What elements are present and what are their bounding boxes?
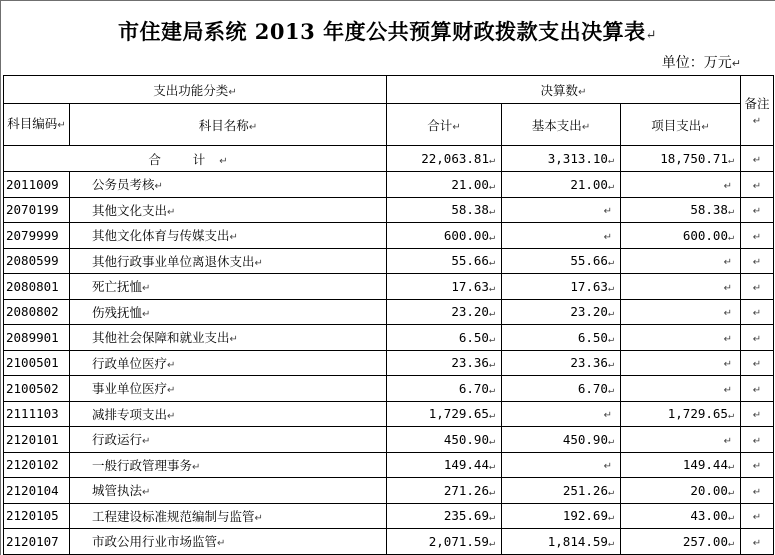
project-cell bbox=[621, 248, 741, 274]
paragraph-mark-icon: ↵ bbox=[607, 257, 614, 269]
total-cell: 271.26↵ bbox=[387, 478, 502, 504]
paragraph-mark-icon: ↵ bbox=[752, 512, 762, 524]
paragraph-mark-icon: ↵ bbox=[488, 257, 495, 269]
basic-cell bbox=[502, 452, 621, 478]
project-cell bbox=[621, 427, 741, 453]
paragraph-mark-icon: ↵ bbox=[752, 410, 762, 422]
total-basic: 3,313.10↵ bbox=[502, 146, 621, 172]
total-label: 合 计↵ bbox=[4, 146, 387, 172]
basic-cell: 251.26↵ bbox=[502, 478, 621, 504]
total-cell: 1,729.65↵ bbox=[387, 401, 502, 427]
total-cell: 6.70↵ bbox=[387, 376, 502, 402]
project-cell: 257.00↵ bbox=[621, 529, 741, 555]
paragraph-mark-icon: ↵ bbox=[645, 28, 657, 43]
paragraph-mark-icon: ↵ bbox=[752, 435, 762, 447]
remark-cell bbox=[741, 274, 774, 300]
total-cell: 6.50↵ bbox=[387, 325, 502, 351]
paragraph-mark-icon: ↵ bbox=[727, 537, 734, 549]
paragraph-mark-icon: ↵ bbox=[607, 308, 614, 320]
paragraph-mark-icon: ↵ bbox=[488, 282, 495, 294]
code-cell: 2120104 bbox=[4, 478, 70, 504]
remark-cell bbox=[741, 401, 774, 427]
table-row bbox=[4, 299, 774, 325]
remark-cell bbox=[741, 299, 774, 325]
name-cell: 其他文化体育与传媒支出↵ bbox=[70, 223, 387, 249]
table-row bbox=[4, 529, 774, 555]
paragraph-mark-icon: ↵ bbox=[57, 120, 66, 131]
project-cell: 149.44↵ bbox=[621, 452, 741, 478]
remark-cell bbox=[741, 197, 774, 223]
basic-cell: 17.63↵ bbox=[502, 274, 621, 300]
name-cell: 其他行政事业单位离退休支出↵ bbox=[70, 248, 387, 274]
paragraph-mark-icon: ↵ bbox=[607, 333, 614, 345]
paragraph-mark-icon: ↵ bbox=[217, 538, 226, 550]
code-cell: 2120101 bbox=[4, 427, 70, 453]
header-name: 科目名称↵ bbox=[70, 104, 387, 146]
basic-cell: 192.69↵ bbox=[502, 503, 621, 529]
total-cell: 21.00↵ bbox=[387, 172, 502, 198]
remark-cell bbox=[741, 503, 774, 529]
name-cell: 工程建设标准规范编制与监管↵ bbox=[70, 503, 387, 529]
total-project: 18,750.71↵ bbox=[621, 146, 741, 172]
paragraph-mark-icon: ↵ bbox=[452, 121, 461, 133]
table-row bbox=[4, 197, 774, 223]
code-cell: 2100502 bbox=[4, 376, 70, 402]
name-cell: 减排专项支出↵ bbox=[70, 401, 387, 427]
table-row bbox=[4, 248, 774, 274]
paragraph-mark-icon: ↵ bbox=[752, 116, 762, 127]
table-row bbox=[4, 172, 774, 198]
paragraph-mark-icon: ↵ bbox=[727, 231, 734, 243]
name-cell: 事业单位医疗↵ bbox=[70, 376, 387, 402]
paragraph-mark-icon: ↵ bbox=[727, 155, 734, 166]
code-cell: 2120107 bbox=[4, 529, 70, 555]
paragraph-mark-icon: ↵ bbox=[578, 86, 587, 98]
paragraph-mark-icon: ↵ bbox=[581, 121, 591, 133]
code-cell: 2120102 bbox=[4, 452, 70, 478]
name-cell: 行政运行↵ bbox=[70, 427, 387, 453]
paragraph-mark-icon: ↵ bbox=[752, 206, 762, 218]
total-total: 22,063.81↵ bbox=[387, 146, 502, 172]
paragraph-mark-icon: ↵ bbox=[488, 384, 495, 396]
project-cell bbox=[621, 350, 741, 376]
total-cell: 58.38↵ bbox=[387, 197, 502, 223]
table-row bbox=[4, 274, 774, 300]
project-cell bbox=[621, 325, 741, 351]
paragraph-mark-icon: ↵ bbox=[607, 537, 614, 549]
basic-cell: 450.90↵ bbox=[502, 427, 621, 453]
paragraph-mark-icon: ↵ bbox=[752, 333, 762, 345]
paragraph-mark-icon: ↵ bbox=[723, 435, 732, 447]
name-cell: 市政公用行业市场监管↵ bbox=[70, 529, 387, 555]
page-border-top bbox=[0, 0, 775, 1]
header-final-accounts: 决算数↵ bbox=[387, 76, 741, 104]
total-cell: 149.44↵ bbox=[387, 452, 502, 478]
paragraph-mark-icon: ↵ bbox=[142, 308, 151, 320]
paragraph-mark-icon: ↵ bbox=[752, 486, 762, 498]
paragraph-mark-icon: ↵ bbox=[603, 410, 612, 422]
code-cell: 2011009 bbox=[4, 172, 70, 198]
header-row-2 bbox=[4, 104, 774, 146]
paragraph-mark-icon: ↵ bbox=[723, 257, 732, 269]
paragraph-mark-icon: ↵ bbox=[752, 384, 762, 396]
unit-label: 单位：万元↵ bbox=[661, 55, 741, 71]
total-cell: 2,071.59↵ bbox=[387, 529, 502, 555]
paragraph-mark-icon: ↵ bbox=[723, 282, 732, 294]
basic-cell: 6.70↵ bbox=[502, 376, 621, 402]
remark-cell bbox=[741, 223, 774, 249]
paragraph-mark-icon: ↵ bbox=[488, 155, 495, 166]
paragraph-mark-icon: ↵ bbox=[488, 512, 495, 524]
basic-cell: 1,814.59↵ bbox=[502, 529, 621, 555]
paragraph-mark-icon: ↵ bbox=[488, 435, 495, 447]
code-cell: 2080801 bbox=[4, 274, 70, 300]
paragraph-mark-icon: ↵ bbox=[607, 512, 614, 524]
project-cell bbox=[621, 172, 741, 198]
total-remark bbox=[741, 146, 774, 172]
paragraph-mark-icon: ↵ bbox=[142, 487, 151, 499]
paragraph-mark-icon: ↵ bbox=[727, 512, 734, 524]
paragraph-mark-icon: ↵ bbox=[723, 333, 732, 345]
project-cell: 20.00↵ bbox=[621, 478, 741, 504]
paragraph-mark-icon: ↵ bbox=[727, 486, 734, 498]
paragraph-mark-icon: ↵ bbox=[488, 537, 495, 549]
paragraph-mark-icon: ↵ bbox=[603, 231, 612, 243]
paragraph-mark-icon: ↵ bbox=[167, 385, 176, 397]
remark-cell bbox=[741, 427, 774, 453]
paragraph-mark-icon: ↵ bbox=[752, 461, 762, 473]
paragraph-mark-icon: ↵ bbox=[254, 257, 263, 269]
paragraph-mark-icon: ↵ bbox=[228, 86, 237, 98]
remark-cell bbox=[741, 248, 774, 274]
remark-cell bbox=[741, 376, 774, 402]
header-total: 合计↵ bbox=[387, 104, 502, 146]
paragraph-mark-icon: ↵ bbox=[607, 180, 614, 192]
paragraph-mark-icon: ↵ bbox=[192, 461, 201, 473]
paragraph-mark-icon: ↵ bbox=[752, 155, 762, 166]
paragraph-mark-icon: ↵ bbox=[488, 333, 495, 345]
code-cell: 2111103 bbox=[4, 401, 70, 427]
paragraph-mark-icon: ↵ bbox=[248, 121, 258, 133]
code-cell: 2100501 bbox=[4, 350, 70, 376]
table-row bbox=[4, 223, 774, 249]
basic-cell: 21.00↵ bbox=[502, 172, 621, 198]
paragraph-mark-icon: ↵ bbox=[229, 334, 238, 346]
table-row bbox=[4, 350, 774, 376]
header-code: 科目编码↵ bbox=[4, 104, 70, 146]
paragraph-mark-icon: ↵ bbox=[752, 180, 762, 192]
total-row bbox=[4, 146, 774, 172]
remark-cell bbox=[741, 350, 774, 376]
total-cell: 55.66↵ bbox=[387, 248, 502, 274]
basic-cell bbox=[502, 223, 621, 249]
table-row bbox=[4, 401, 774, 427]
total-cell: 23.36↵ bbox=[387, 350, 502, 376]
header-basic: 基本支出↵ bbox=[502, 104, 621, 146]
paragraph-mark-icon: ↵ bbox=[701, 121, 710, 133]
paragraph-mark-icon: ↵ bbox=[488, 359, 495, 371]
paragraph-mark-icon: ↵ bbox=[607, 155, 614, 166]
code-cell: 2079999 bbox=[4, 223, 70, 249]
paragraph-mark-icon: ↵ bbox=[488, 410, 495, 422]
paragraph-mark-icon: ↵ bbox=[607, 384, 614, 396]
name-cell: 一般行政管理事务↵ bbox=[70, 452, 387, 478]
paragraph-mark-icon: ↵ bbox=[723, 359, 732, 371]
paragraph-mark-icon: ↵ bbox=[727, 410, 734, 422]
header-functional-class: 支出功能分类↵ bbox=[4, 76, 387, 104]
paragraph-mark-icon: ↵ bbox=[167, 206, 176, 218]
table-title: 市住建局系统 2013 年度公共预算财政拨款支出决算表↵ bbox=[118, 19, 657, 44]
paragraph-mark-icon: ↵ bbox=[167, 359, 176, 371]
project-cell bbox=[621, 274, 741, 300]
basic-cell bbox=[502, 197, 621, 223]
paragraph-mark-icon: ↵ bbox=[488, 231, 495, 243]
paragraph-mark-icon: ↵ bbox=[142, 436, 151, 448]
remark-cell bbox=[741, 325, 774, 351]
paragraph-mark-icon: ↵ bbox=[723, 384, 732, 396]
remark-cell bbox=[741, 529, 774, 555]
paragraph-mark-icon: ↵ bbox=[752, 537, 762, 549]
paragraph-mark-icon: ↵ bbox=[727, 461, 734, 473]
paragraph-mark-icon: ↵ bbox=[488, 180, 495, 192]
project-cell: 43.00↵ bbox=[621, 503, 741, 529]
code-cell: 2080802 bbox=[4, 299, 70, 325]
name-cell: 其他社会保障和就业支出↵ bbox=[70, 325, 387, 351]
remark-cell bbox=[741, 452, 774, 478]
basic-cell: 23.36↵ bbox=[502, 350, 621, 376]
page-border-left bbox=[0, 0, 1, 555]
total-cell: 23.20↵ bbox=[387, 299, 502, 325]
paragraph-mark-icon: ↵ bbox=[607, 486, 614, 498]
basic-cell: 6.50↵ bbox=[502, 325, 621, 351]
paragraph-mark-icon: ↵ bbox=[229, 232, 238, 244]
paragraph-mark-icon: ↵ bbox=[607, 435, 614, 447]
paragraph-mark-icon: ↵ bbox=[603, 461, 612, 473]
paragraph-mark-icon: ↵ bbox=[488, 308, 495, 320]
table-row bbox=[4, 503, 774, 529]
paragraph-mark-icon: ↵ bbox=[752, 231, 762, 243]
paragraph-mark-icon: ↵ bbox=[488, 206, 495, 218]
total-cell: 450.90↵ bbox=[387, 427, 502, 453]
name-cell: 伤残抚恤↵ bbox=[70, 299, 387, 325]
name-cell: 死亡抚恤↵ bbox=[70, 274, 387, 300]
total-cell: 235.69↵ bbox=[387, 503, 502, 529]
project-cell bbox=[621, 299, 741, 325]
basic-cell: 55.66↵ bbox=[502, 248, 621, 274]
table-row bbox=[4, 325, 774, 351]
paragraph-mark-icon: ↵ bbox=[167, 410, 176, 422]
paragraph-mark-icon: ↵ bbox=[488, 486, 495, 498]
paragraph-mark-icon: ↵ bbox=[488, 461, 495, 473]
paragraph-mark-icon: ↵ bbox=[607, 282, 614, 294]
total-cell: 17.63↵ bbox=[387, 274, 502, 300]
paragraph-mark-icon: ↵ bbox=[219, 155, 242, 167]
paragraph-mark-icon: ↵ bbox=[254, 512, 263, 524]
paragraph-mark-icon: ↵ bbox=[752, 308, 762, 320]
paragraph-mark-icon: ↵ bbox=[603, 206, 612, 218]
budget-table bbox=[3, 75, 774, 555]
project-cell: 1,729.65↵ bbox=[621, 401, 741, 427]
code-cell: 2120105 bbox=[4, 503, 70, 529]
name-cell: 城管执法↵ bbox=[70, 478, 387, 504]
paragraph-mark-icon: ↵ bbox=[723, 308, 732, 320]
project-cell bbox=[621, 376, 741, 402]
table-row bbox=[4, 452, 774, 478]
name-cell: 其他文化支出↵ bbox=[70, 197, 387, 223]
remark-cell bbox=[741, 478, 774, 504]
paragraph-mark-icon: ↵ bbox=[752, 282, 762, 294]
paragraph-mark-icon: ↵ bbox=[727, 206, 734, 218]
paragraph-mark-icon: ↵ bbox=[723, 180, 732, 192]
paragraph-mark-icon: ↵ bbox=[752, 359, 762, 371]
header-remark: 备注↵ bbox=[741, 76, 774, 146]
project-cell: 600.00↵ bbox=[621, 223, 741, 249]
code-cell: 2080599 bbox=[4, 248, 70, 274]
paragraph-mark-icon: ↵ bbox=[142, 283, 151, 295]
name-cell: 行政单位医疗↵ bbox=[70, 350, 387, 376]
name-cell: 公务员考核↵ bbox=[70, 172, 387, 198]
paragraph-mark-icon: ↵ bbox=[731, 57, 741, 70]
code-cell: 2070199 bbox=[4, 197, 70, 223]
table-row bbox=[4, 427, 774, 453]
basic-cell: 23.20↵ bbox=[502, 299, 621, 325]
code-cell: 2089901 bbox=[4, 325, 70, 351]
header-project: 项目支出↵ bbox=[621, 104, 741, 146]
remark-cell bbox=[741, 172, 774, 198]
paragraph-mark-icon: ↵ bbox=[752, 257, 762, 269]
table-row bbox=[4, 478, 774, 504]
basic-cell bbox=[502, 401, 621, 427]
project-cell: 58.38↵ bbox=[621, 197, 741, 223]
table-row bbox=[4, 376, 774, 402]
paragraph-mark-icon: ↵ bbox=[154, 181, 163, 193]
total-cell: 600.00↵ bbox=[387, 223, 502, 249]
header-row-1 bbox=[4, 76, 774, 104]
paragraph-mark-icon: ↵ bbox=[607, 359, 614, 371]
